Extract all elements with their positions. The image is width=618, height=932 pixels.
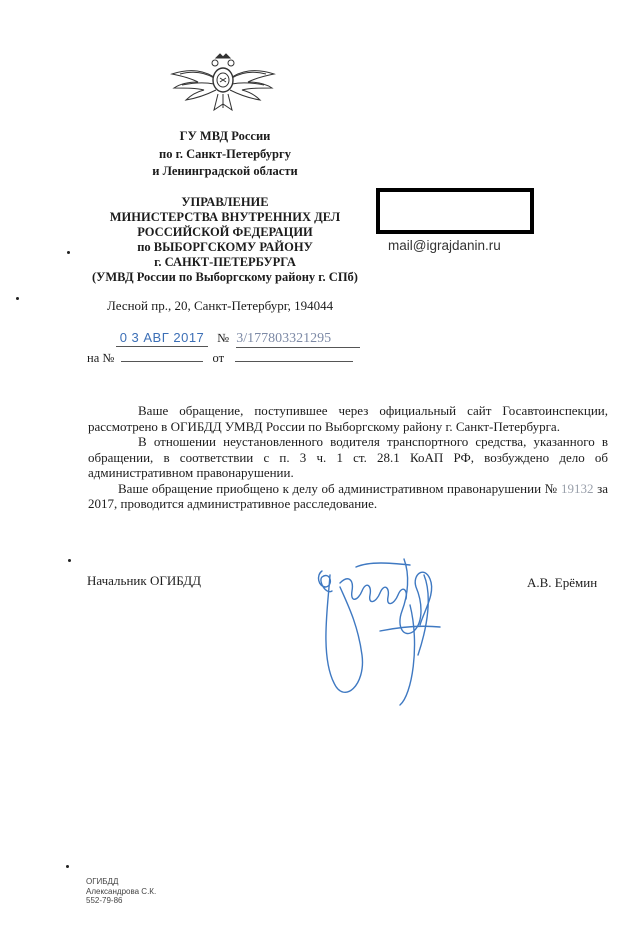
reply-date-field	[235, 349, 353, 362]
registration-line	[116, 330, 360, 348]
margin-dot	[66, 865, 69, 868]
reply-line	[87, 349, 353, 366]
reply-label: на №	[87, 351, 115, 365]
reply-number-field	[121, 349, 203, 362]
date-field	[116, 330, 208, 347]
date-stamp: 0 3 АВГ 2017	[119, 330, 205, 345]
margin-dot	[16, 297, 19, 300]
recipient-email: mail@igrajdanin.ru	[388, 238, 501, 253]
margin-dot	[67, 251, 70, 254]
paragraph-3-text: Ваше обращение приобщено к делу об административном правонарушении №	[118, 480, 558, 496]
dept-line: г. САНКТ-ПЕТЕРБУРГА	[154, 255, 296, 269]
footer-line: 552-79-86	[86, 896, 123, 905]
redacted-recipient-box	[376, 188, 534, 234]
paragraph-3	[88, 481, 608, 512]
footer-line: Александрова С.К.	[86, 886, 157, 896]
paragraph-3-tail: за 2017, проводится административное расследование.	[88, 480, 609, 511]
footer-contact	[86, 877, 156, 906]
dept-line: по ВЫБОРГСКОМУ РАЙОНУ	[137, 240, 313, 254]
org-line: по г. Санкт-Петербургу	[159, 147, 291, 161]
dept-line: УПРАВЛЕНИЕ	[181, 195, 269, 209]
signatory-title: Начальник ОГИБДД	[87, 573, 201, 588]
org-line: ГУ МВД России	[179, 129, 271, 143]
case-number: 19132	[561, 480, 594, 496]
org-line: и Ленинградской области	[152, 164, 298, 178]
department-address: Лесной пр., 20, Санкт-Петербург, 194044	[107, 298, 334, 313]
letter-body	[88, 403, 608, 512]
paragraph-2: В отношении неустановленного водителя транспортного средства, указанного в обращении, в соответствии с п. 3 ч. 1 ст. 28.1 КоАП РФ, возбуждено дело об административном правонарушении.	[88, 434, 608, 480]
signatory-name: А.В. Ерёмин	[527, 575, 598, 590]
dept-line: (УМВД России по Выборгскому району г. СПб)	[92, 270, 358, 284]
margin-dot	[68, 559, 71, 562]
registration-number: 3/177803321295	[236, 331, 332, 346]
reply-from-label: от	[212, 351, 225, 365]
paragraph-1: Ваше обращение, поступившее через официальный сайт Госавтоинспекции, рассмотрено в ОГИБДД УМВД России по Выборгскому району г. Санкт-Петербурга.	[88, 403, 608, 434]
handwritten-signature-icon	[300, 535, 460, 710]
number-label: №	[217, 331, 230, 345]
emblem-icon	[168, 52, 278, 118]
dept-line: РОССИЙСКОЙ ФЕДЕРАЦИИ	[137, 225, 313, 239]
footer-line: ОГИБДД	[86, 877, 119, 886]
dept-line: МИНИСТЕРСТВА ВНУТРЕННИХ ДЕЛ	[109, 210, 341, 224]
number-field	[236, 331, 360, 348]
